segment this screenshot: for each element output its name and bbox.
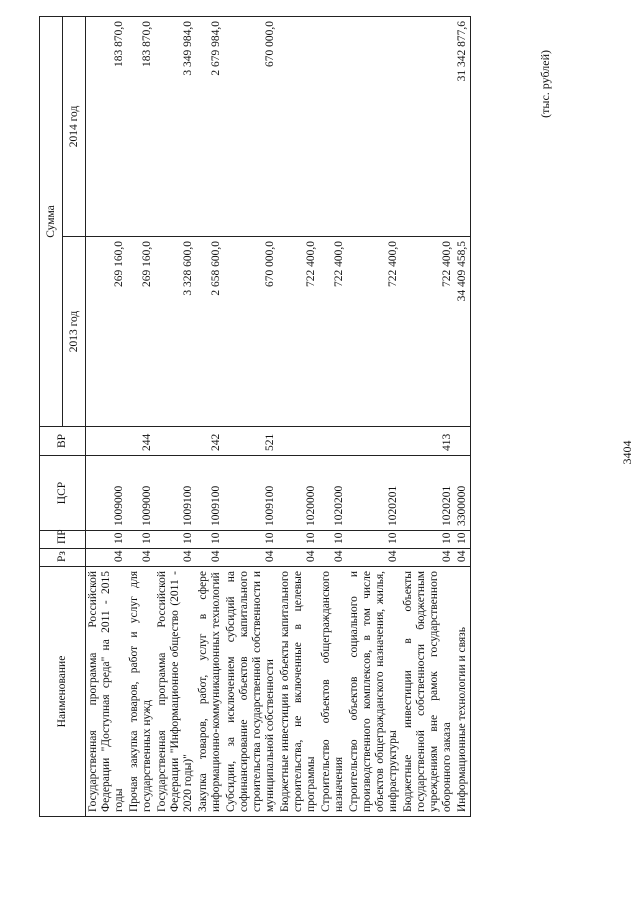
row-rz: 04 xyxy=(455,549,471,567)
row-csr: 1020200 xyxy=(319,456,347,531)
table-row xyxy=(319,16,347,816)
budget-table xyxy=(39,16,471,817)
row-name: Прочая закупка товаров, работ и услуг для государственных нужд xyxy=(127,567,155,817)
row-pr: 10 xyxy=(224,531,278,549)
row-sum-2014 xyxy=(278,16,319,236)
table-row xyxy=(401,16,455,816)
header-sum: Сумма xyxy=(40,16,63,426)
row-vr: 242 xyxy=(196,427,224,456)
header-rz: Рз xyxy=(40,549,86,567)
row-rz: 04 xyxy=(127,549,155,567)
row-rz: 04 xyxy=(155,549,196,567)
header-row xyxy=(40,16,63,816)
row-rz: 04 xyxy=(86,549,128,567)
page-number: 3404 xyxy=(620,440,634,465)
row-name: Бюджетные инвестиции в объекты государственной собственности бюджетным учреждениям вне рамок государственного оборонного заказа xyxy=(401,567,455,817)
row-csr: 1020201 xyxy=(401,456,455,531)
row-sum-2014: 31 342 877,6 xyxy=(455,16,471,236)
row-sum-2014 xyxy=(347,16,401,236)
header-name: Наименование xyxy=(40,567,86,817)
row-vr: 521 xyxy=(224,427,278,456)
row-name: Строительство объектов социального и производственного комплексов, в том числе объектов общегражданского назначения, жилья, инфраструктуры xyxy=(347,567,401,817)
row-name: Строительство объектов общегражданского назначения xyxy=(319,567,347,817)
row-pr: 10 xyxy=(127,531,155,549)
row-pr: 10 xyxy=(155,531,196,549)
row-pr: 10 xyxy=(278,531,319,549)
row-vr xyxy=(155,427,196,456)
table-row xyxy=(278,16,319,816)
table-row xyxy=(127,16,155,816)
row-sum-2013: 2 658 600,0 xyxy=(196,237,224,427)
row-name: Бюджетные инвестиции в объекты капитального строительства, не включенные в целевые программы xyxy=(278,567,319,817)
row-rz: 04 xyxy=(319,549,347,567)
table-row xyxy=(196,16,224,816)
row-rz: 04 xyxy=(401,549,455,567)
row-sum-2013: 722 400,0 xyxy=(319,237,347,427)
row-sum-2014 xyxy=(401,16,455,236)
row-sum-2013: 269 160,0 xyxy=(86,237,128,427)
row-sum-2014: 670 000,0 xyxy=(224,16,278,236)
row-csr: 1020201 xyxy=(347,456,401,531)
row-sum-2013: 670 000,0 xyxy=(224,237,278,427)
row-csr: 1009100 xyxy=(196,456,224,531)
header-vr: ВР xyxy=(40,427,86,456)
row-pr: 10 xyxy=(455,531,471,549)
table-row xyxy=(224,16,278,816)
row-pr: 10 xyxy=(196,531,224,549)
row-sum-2013: 722 400,0 xyxy=(401,237,455,427)
row-rz: 04 xyxy=(224,549,278,567)
row-vr xyxy=(86,427,128,456)
row-sum-2013: 3 328 600,0 xyxy=(155,237,196,427)
table-row xyxy=(86,16,128,816)
row-name: Закупка товаров, работ, услуг в сфере информационно-коммуникационных технологий xyxy=(196,567,224,817)
row-csr: 1009000 xyxy=(86,456,128,531)
row-pr: 10 xyxy=(319,531,347,549)
table-row xyxy=(455,16,471,816)
row-sum-2014: 3 349 984,0 xyxy=(155,16,196,236)
row-name: Информационные технологии и связь xyxy=(455,567,471,817)
row-name: Государственная программа Российской Федерации "Информационное общество (2011 - 2020 годы)" xyxy=(155,567,196,817)
row-rz: 04 xyxy=(278,549,319,567)
row-sum-2013: 722 400,0 xyxy=(347,237,401,427)
row-vr: 244 xyxy=(127,427,155,456)
row-csr: 1009100 xyxy=(155,456,196,531)
row-pr: 10 xyxy=(86,531,128,549)
row-sum-2014: 183 870,0 xyxy=(127,16,155,236)
row-csr: 1009000 xyxy=(127,456,155,531)
row-vr xyxy=(278,427,319,456)
units-note: (тыс. рублей) xyxy=(538,50,552,118)
row-sum-2014: 2 679 984,0 xyxy=(196,16,224,236)
row-sum-2014 xyxy=(319,16,347,236)
row-sum-2013: 34 409 458,5 xyxy=(455,237,471,427)
row-vr xyxy=(347,427,401,456)
header-pr: ПР xyxy=(40,531,86,549)
row-pr: 10 xyxy=(347,531,401,549)
row-name: Государственная программа Российской Федерации "Доступная среда" на 2011 - 2015 годы xyxy=(86,567,128,817)
row-rz: 04 xyxy=(347,549,401,567)
row-sum-2013: 722 400,0 xyxy=(278,237,319,427)
row-sum-2014: 183 870,0 xyxy=(86,16,128,236)
row-pr: 10 xyxy=(401,531,455,549)
row-rz: 04 xyxy=(196,549,224,567)
row-vr: 413 xyxy=(401,427,455,456)
header-year-2014: 2014 год xyxy=(63,16,86,236)
row-vr xyxy=(455,427,471,456)
header-csr: ЦСР xyxy=(40,456,86,531)
header-year-2013: 2013 год xyxy=(63,237,86,427)
row-csr: 3300000 xyxy=(455,456,471,531)
table-row xyxy=(155,16,196,816)
row-sum-2013: 269 160,0 xyxy=(127,237,155,427)
row-vr xyxy=(319,427,347,456)
row-csr: 1020000 xyxy=(278,456,319,531)
row-name: Субсидии, за исключением субсидий на софинансирование объектов капитального строительства государственной собственности и муниципальной собственности xyxy=(224,567,278,817)
row-csr: 1009100 xyxy=(224,456,278,531)
table-row xyxy=(347,16,401,816)
